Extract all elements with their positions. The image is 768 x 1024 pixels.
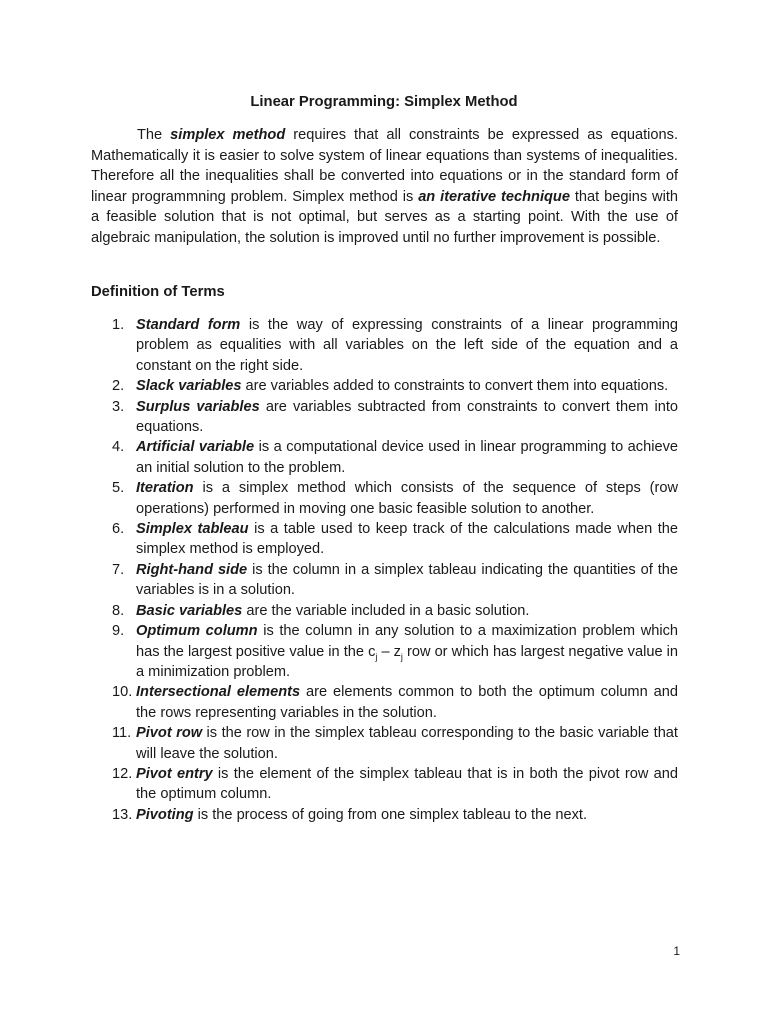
term-definition: are variables subtracted from constraints to convert them into equations. [136,398,679,436]
term-word: Iteration [136,480,194,497]
section-heading: Definition of Terms [91,284,225,300]
list-item [91,519,678,560]
term-word: Slack variables [136,378,242,395]
term-word: Surplus variables [136,398,260,415]
subscript-j: j [375,651,378,662]
list-item-number: 12. [112,765,133,782]
list-item-number: 13. [112,806,133,823]
list-item-number: 10. [112,684,133,701]
list-item-number: 3. [112,398,125,415]
list-item-text [136,560,678,601]
term-definition: is the element of the simplex tableau that is in both the pivot row and the optimum column. [136,765,679,803]
term-word: Standard form [136,317,241,333]
list-item-number: 4. [112,439,125,456]
list-item-number: 11. [112,725,132,742]
terms-list [91,315,678,825]
subscript-j: j [400,651,403,662]
list-item-text [136,478,678,519]
list-item [91,397,678,438]
term-definition: is the way of expressing constraints of a linear programming problem as equalities with all variables on the left side of the equation and a constant on the right side. [136,317,678,374]
list-item [91,478,678,519]
term-definition: are elements common to both the optimum column and the rows representing variables in the solution. [136,684,678,721]
term-definition-part: row or which has largest negative value in a minimization problem. [136,643,678,680]
list-item-text [136,621,678,682]
term-word: Pivot row [136,725,203,742]
term-definition: are variables added to constraints to convert them into equations. [241,378,669,395]
intro-text-3: that begins with a feasible solution that is not optimal, but serves as a starting point. With the use of algebraic manipulation, the solution is improved until no further improvement is possible. [91,188,678,246]
term-word: Artificial variable [136,439,255,456]
list-item-text [136,519,678,560]
document-title: Linear Programming: Simplex Method [250,94,518,110]
term-definition: is a table used to keep track of the calculations made when the simplex method is employed. [136,521,678,558]
list-item-text [136,437,678,478]
term-word: Intersectional elements [136,684,301,701]
list-item-text [136,764,678,805]
list-item-number: 5. [112,480,125,497]
list-item-number: 7. [112,561,125,578]
list-item-text [136,315,678,376]
list-item-text [136,723,678,764]
list-item [91,560,678,601]
term-definition-part: is the column in any solution to a maximization problem which has the largest positive value in the c [136,623,679,660]
term-word: Pivot entry [136,765,213,782]
term-word: Basic variables [136,602,243,619]
intro-text-1: The [137,127,171,143]
list-item-text [136,805,678,825]
list-item-number: 6. [112,521,125,538]
list-item-text [136,376,678,396]
list-item [91,682,678,723]
term-word: Pivoting [136,806,194,823]
intro-emphasis-2: an iterative technique [418,188,570,205]
list-item-number: 2. [112,378,125,395]
term-word: Right-hand side [136,561,248,578]
list-item-text [136,682,678,723]
term-word: Simplex tableau [136,521,249,538]
list-item-text [136,601,678,621]
term-definition: are the variable included in a basic solution. [242,602,530,619]
page-number: 1 [673,944,680,958]
list-item [91,315,678,376]
term-definition: is the column in a simplex tableau indicating the quantities of the variables is in a solution. [136,561,678,599]
term-definition: is a computational device used in linear programming to achieve an initial solution to the problem. [136,439,678,476]
intro-emphasis-1: simplex method [170,127,286,143]
list-item-number: 8. [112,602,125,619]
list-item-text [136,397,678,438]
list-item [91,376,678,396]
term-definition-part: – z [377,643,401,660]
list-item-number: 9. [112,623,125,640]
term-word: Optimum column [136,623,258,640]
list-item [91,601,678,621]
term-definition: is a simplex method which consists of the sequence of steps (row operations) performed in moving one basic feasible solution to another. [136,480,678,517]
term-definition: is the process of going from one simplex tableau to the next. [193,806,588,823]
list-item [91,805,678,825]
list-item [91,723,678,764]
intro-text-2: requires that all constraints be expressed as equations. Mathematically it is easier to solve system of linear equations than systems of inequalities. Therefore all the inequalities shall be converted into equations or in the standard form of linear programmning problem. Simplex method is [91,127,678,205]
term-definition: is the row in the simplex tableau corresponding to the basic variable that will leave the solution. [136,725,678,762]
list-item [91,764,678,805]
intro-paragraph [91,125,678,249]
list-item-number: 1. [112,317,125,333]
list-item [91,621,678,682]
list-item [91,437,678,478]
